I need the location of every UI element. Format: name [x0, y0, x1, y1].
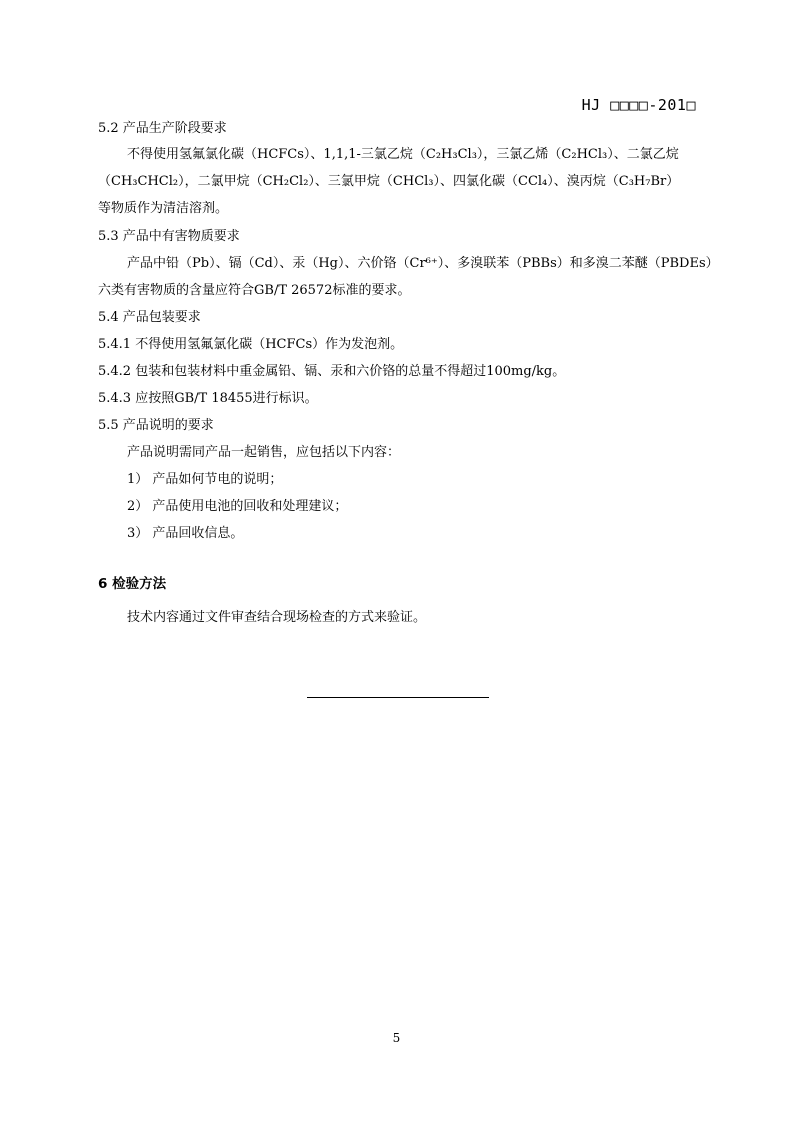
list-item: 3） 产品回收信息。 [127, 526, 244, 541]
section-5-2-heading: 5.2 产品生产阶段要求 [98, 121, 227, 136]
standard-code-header: HJ □□□□-201□ [581, 96, 696, 114]
section-5-4-3: 5.4.3 应按照GB/T 18455进行标识。 [98, 391, 318, 406]
section-5-2-text-line-2: （CH₃CHCl₂），二氯甲烷（CH₂Cl₂）、三氯甲烷（CHCl₃）、四氯化碳（CCl₄）、溴丙烷（C₃H₇Br） [98, 174, 680, 189]
section-5-3-text-line-1: 产品中铅（Pb）、镉（Cd）、汞（Hg）、六价铬（Cr⁶⁺）、多溴联苯（PBBs）和多溴二苯醚（PBDEs） [127, 256, 719, 271]
section-5-5-heading: 5.5 产品说明的要求 [98, 418, 214, 433]
section-5-3-text-line-2: 六类有害物质的含量应符合GB/T 26572标准的要求。 [98, 283, 411, 298]
section-5-4-heading: 5.4 产品包装要求 [98, 310, 201, 325]
list-item: 1） 产品如何节电的说明； [127, 472, 283, 487]
section-5-2-text-line-3: 等物质作为清洁溶剂。 [98, 201, 229, 216]
section-6-body: 技术内容通过文件审查结合现场检查的方式来验证。 [127, 610, 427, 625]
section-5-4-2: 5.4.2 包装和包装材料中重金属铅、镉、汞和六价铬的总量不得超过100mg/kg。 [98, 364, 566, 379]
section-5-5-intro: 产品说明需同产品一起销售，应包括以下内容： [127, 445, 401, 460]
list-item: 2） 产品使用电池的回收和处理建议； [127, 499, 348, 514]
section-5-3-heading: 5.3 产品中有害物质要求 [98, 229, 240, 244]
section-5-4-1: 5.4.1 不得使用氢氟氯化碳（HCFCs）作为发泡剂。 [98, 337, 404, 352]
page-number: 5 [392, 1031, 401, 1045]
section-6-heading: 6 检验方法 [98, 576, 167, 592]
end-rule-divider [307, 697, 489, 698]
section-5-2-text-line-1: 不得使用氢氟氯化碳（HCFCs）、1,1,1-三氯乙烷（C₂H₃Cl₃），三氯乙烯（C₂HCl₃）、二氯乙烷 [127, 147, 679, 162]
